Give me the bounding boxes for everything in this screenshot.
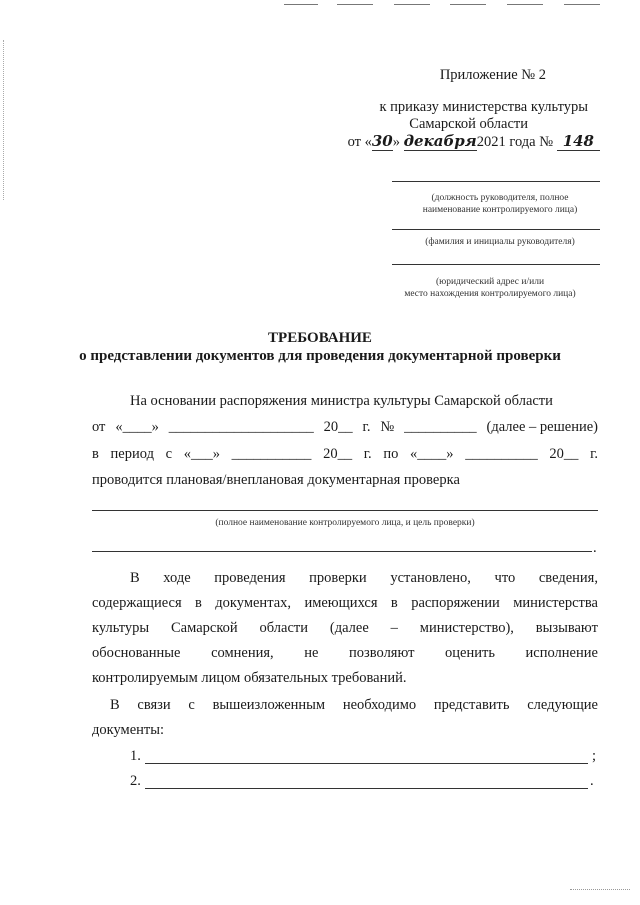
word: г. [362, 419, 371, 435]
recipient-name-line [392, 229, 600, 230]
top-rule [394, 4, 430, 5]
word: не [304, 645, 319, 661]
top-rule [284, 4, 318, 5]
caption-address [380, 276, 600, 300]
word: (далее [329, 620, 369, 636]
word: Самарской [171, 620, 238, 636]
word: министерства [513, 595, 598, 611]
word: В [110, 697, 120, 713]
word: (далее – решение) [486, 419, 598, 435]
blank-year: 20__ [549, 446, 579, 462]
word: проверки [309, 570, 367, 586]
paragraph-3-line-2: документы: [92, 722, 165, 738]
top-rule [507, 4, 543, 5]
word: с [188, 697, 195, 713]
word: с [165, 446, 173, 462]
scan-edge-marks [3, 40, 6, 200]
caption-text: наименование контролируемого лица) [422, 205, 578, 215]
word: сомнения, [211, 645, 274, 661]
word: обоснованные [92, 645, 181, 661]
list-item-2-number: 2. [130, 773, 141, 789]
word: культуры [92, 620, 150, 636]
word: установлено, [390, 570, 471, 586]
caption-text: (юридический адрес и/или [435, 277, 545, 287]
word: сведения, [538, 570, 598, 586]
blank-month: __________ [465, 446, 538, 462]
blank-month: ___________ [231, 446, 312, 462]
paragraph-2-line-5: контролируемым лицом обязательных требований. [92, 670, 407, 686]
blank-year: 20__ [323, 419, 353, 435]
word: документах, [215, 595, 292, 611]
list-item-2-end: . [590, 773, 594, 789]
inspection-type-line: проводится плановая/внеплановая документарная проверка [92, 472, 460, 488]
footer-mark [570, 889, 630, 890]
word: в [92, 446, 99, 462]
entity-name-line [92, 510, 598, 511]
list-item-2-line [145, 788, 588, 789]
blank-year: 20__ [323, 446, 353, 462]
paragraph-2-line-4 [92, 645, 598, 662]
blank-day: «____» [410, 446, 454, 462]
word: от [92, 419, 106, 435]
caption-entity: (полное наименование контролируемого лица, и цель проверки) [215, 518, 475, 528]
order-line: к приказу министерства культуры [379, 99, 588, 115]
blank-number: __________ [404, 419, 477, 435]
word: имеющихся [304, 595, 378, 611]
order-date-line [348, 133, 600, 151]
word: министерство), [419, 620, 514, 636]
word: В [130, 570, 140, 586]
word: связи [137, 697, 171, 713]
entity-name-line-2 [92, 551, 592, 552]
blank-day: «___» [183, 446, 220, 462]
caption-text: (должность руководителя, полное [431, 193, 569, 203]
top-rule [450, 4, 486, 5]
word: проведения [214, 570, 286, 586]
word: вышеизложенным [212, 697, 326, 713]
caption-position [400, 192, 600, 216]
document-title: ТРЕБОВАНИЕ [268, 330, 372, 346]
year-text: 2021 года № [476, 134, 554, 150]
date-quote: » [392, 134, 400, 150]
top-rule [564, 4, 600, 5]
caption-name: (фамилия и инициалы руководителя) [425, 237, 575, 247]
appendix-label: Приложение № 2 [439, 67, 546, 83]
word: по [383, 446, 399, 462]
paragraph-2-line-1 [92, 570, 598, 587]
list-item-1-number: 1. [130, 748, 141, 764]
word: области [259, 620, 308, 636]
word: позволяют [349, 645, 415, 661]
handwritten-day: 30 [371, 132, 393, 150]
handwritten-month: декабря [403, 132, 477, 150]
word: г. [590, 446, 598, 462]
decision-line [92, 419, 598, 436]
paragraph-3-line-1 [92, 697, 598, 714]
word: следующие [527, 697, 598, 713]
caption-text: место нахождения контролируемого лица) [404, 289, 576, 299]
word: в [195, 595, 202, 611]
top-rule [337, 4, 373, 5]
recipient-address-line [392, 264, 600, 265]
period-mark: . [593, 540, 597, 556]
recipient-position-line [392, 181, 600, 182]
blank-month: ____________________ [168, 419, 314, 435]
word: распоряжении [411, 595, 500, 611]
word: ходе [163, 570, 191, 586]
word: оценить [445, 645, 495, 661]
list-item-1-end: ; [592, 748, 597, 764]
word: – [390, 620, 398, 636]
paragraph-2-line-2 [92, 595, 598, 612]
document-subtitle: о представлении документов для проведения документарной проверки [79, 348, 561, 364]
word: в [390, 595, 398, 611]
word: необходимо [342, 697, 417, 713]
region-line: Самарской области [409, 116, 528, 132]
list-item-1-line [145, 763, 588, 764]
word: что [494, 570, 516, 586]
word: представить [433, 697, 510, 713]
period-line [92, 446, 598, 463]
word: № [380, 419, 395, 435]
paragraph-2-line-3 [92, 620, 598, 637]
word: период [110, 446, 154, 462]
word: исполнение [525, 645, 598, 661]
date-prefix: от « [347, 134, 372, 150]
paragraph-1: На основании распоряжения министра культуры Самарской области [130, 393, 553, 409]
word: содержащиеся [92, 595, 182, 611]
word: г. [363, 446, 372, 462]
word: вызывают [535, 620, 598, 636]
handwritten-number: 148 [557, 132, 600, 151]
blank-day: «____» [115, 419, 159, 435]
